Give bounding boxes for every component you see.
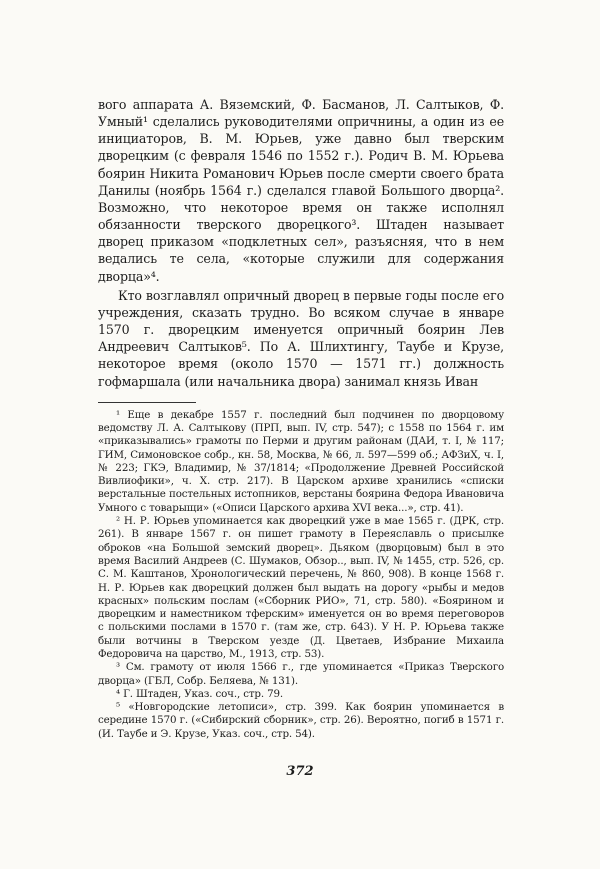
- paragraph-2: Кто возглавлял опричный дворец в первые годы после его учреждения, сказать трудно. Во всяком случае в январе 1570 г. дворецким именуется опричный боярин Лев Андреевич Салтыков⁵. По А. Шлихтингу, Таубе и Крузе, некоторое время (около 1570 — 1571 гг.) должность гофмаршала (или начальника двора) занимал князь Иван: [98, 287, 504, 389]
- main-text: [98, 96, 504, 390]
- footnote-2: ² Н. Р. Юрьев упоминается как дворецкий уже в мае 1565 г. (ДРК, стр. 261). В январе 1567 г. он пишет грамоту в Переяславль о присылке оброков «на Большой земский дворец». Дьяком (дворцовым) был в это время Василий Андреев (С. Шумаков, Обзор.., вып. IV, № 1455, стр. 526, ср. С. М. Каштанов, Хронологический перечень, № 860, 908). В конце 1568 г. Н. Р. Юрьев как дворецкий должен был выдать на дорогу «рыбы и медов красных» польским послам («Сборник РИО», 71, стр. 580). «Боярином и дворецким и наместником тферским» именуется он во время переговоров с польскими послами в 1570 г. (там же, стр. 643). У Н. Р. Юрьева также были вотчины в Тверском уезде (Д. Цветаев, Избрание Михаила Федоровича на царство, М., 1913, стр. 53).: [98, 515, 504, 660]
- book-page: [98, 96, 504, 741]
- footnote-1: ¹ Еще в декабре 1557 г. последний был подчинен по дворцовому ведомству Л. А. Салтыкову (ПРП, вып. IV, стр. 547); с 1558 по 1564 г. им «приказывались» грамоты по Перми и другим районам (ДАИ, т. I, № 117; ГИМ, Симоновское собр., кн. 58, Москва, № 66, л. 597—599 об.; АФЗиХ, ч. I, № 223; ГКЭ, Владимир, № 37/1814; «Продолжение Древней Российской Вивлиофики», ч. X. стр. 217). В Царском архиве хранились «списки верстальные постельных истопников, верстаны боярина Федора Ивановича Умного с товарыщи» («Описи Царского архива XVI века...», стр. 41).: [98, 408, 504, 514]
- footnote-3: ³ См. грамоту от июля 1566 г., где упоминается «Приказ Тверского дворца» (ГБЛ, Собр. Беляева, № 131).: [98, 661, 504, 687]
- footnote-4: ⁴ Г. Штаден, Указ. соч., стр. 79.: [116, 687, 283, 700]
- footnote-5: ⁵ «Новгородские летописи», стр. 399. Как боярин упоминается в середине 1570 г. («Сибирский сборник», стр. 26). Вероятно, погиб в 1571 г. (И. Таубе и Э. Крузе, Указ. соч., стр. 54).: [98, 701, 504, 740]
- paragraph-1: вого аппарата А. Вяземский, Ф. Басманов, Л. Салтыков, Ф. Умный¹ сделались руководителями опричнины, а один из ее инициаторов, В. М. Юрьев, уже давно был тверским дворецким (с февраля 1546 по 1552 г.). Родич В. М. Юрьева боярин Никита Романович Юрьев после смерти своего брата Данилы (ноябрь 1564 г.) сделался главой Большого дворца². Возможно, что некоторое время он также исполнял обязанности тверского дворецкого³. Штаден называет дворец приказом «подклетных сел», разъясняя, что в нем ведались те села, «которые служили для содержания дворца»⁴.: [98, 97, 504, 284]
- footnotes: [98, 409, 504, 741]
- footnote-divider: [98, 402, 196, 403]
- page-number: 372: [286, 764, 314, 779]
